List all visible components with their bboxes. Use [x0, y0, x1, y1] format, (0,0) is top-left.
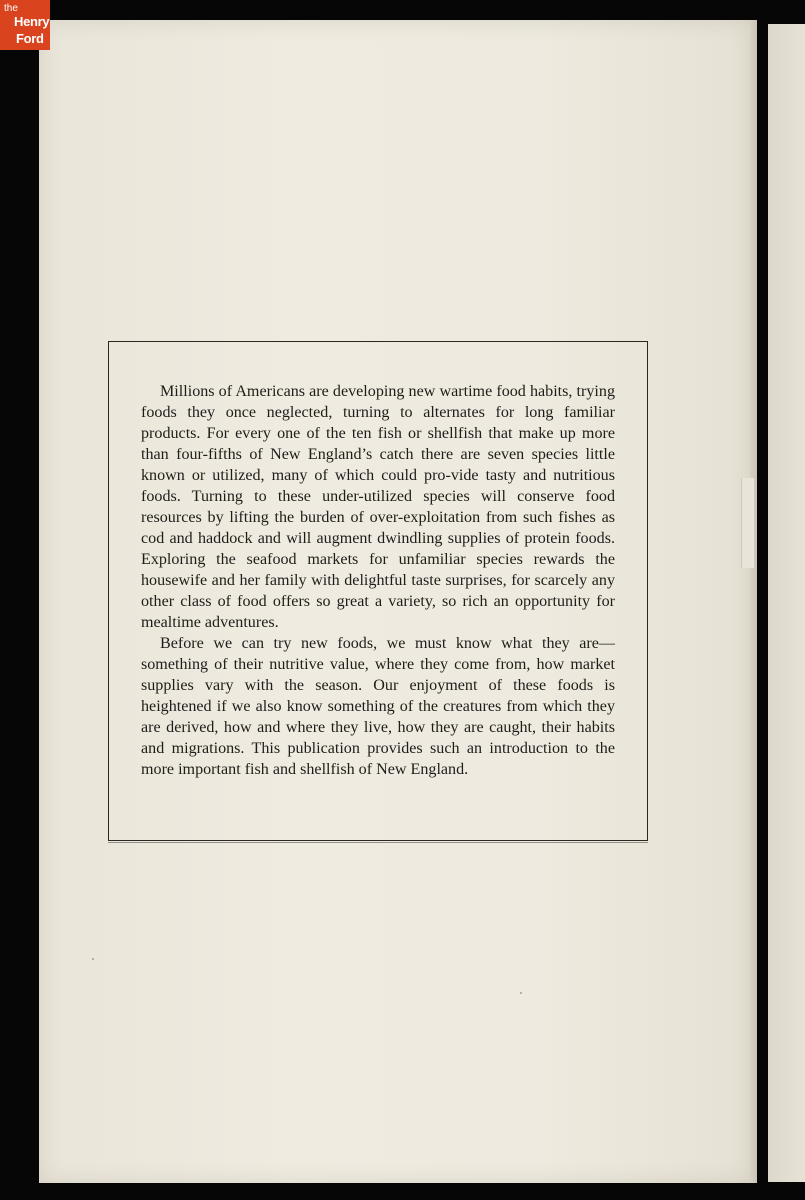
adjacent-page-edge	[768, 24, 805, 1182]
paper-speck	[520, 992, 522, 994]
page-tab	[741, 478, 754, 568]
body-text	[141, 381, 615, 780]
paragraph-2: Before we can try new foods, we must know what they are—something of their nutritive value, where they come from, how market supplies vary with the season. Our enjoyment of these foods is heightened if we also know something of the creatures from which they are derived, how and where they live, how they are caught, their habits and migrations. This publication provides such an introduction to the more important fish and shellfish of New England.	[141, 635, 615, 778]
paragraph-1: Millions of Americans are developing new wartime food habits, trying foods they once neglected, turning to alternates for long familiar products. For every one of the ten fish or shellfish that make up more than four-fifths of New England’s catch there are seven species little known or utilized, many of which could pro-vide tasty and nutritious foods. Turning to these under-utilized species will conserve food resources by lifting the burden of over-exploitation from such fishes as cod and haddock and will augment dwindling supplies of protein foods. Exploring the seafood markets for unfamiliar species rewards the housewife and her family with delightful taste surprises, for scarcely any other class of food offers so great a variety, so rich an opportunity for mealtime adventures.	[141, 383, 615, 631]
logo-text-henry: Henry	[14, 14, 50, 29]
bleed-through-text	[39, 100, 751, 111]
page-right-edge	[750, 20, 757, 1183]
logo-text-the: the	[4, 3, 18, 14]
henry-ford-logo	[0, 0, 50, 50]
logo-text-ford: Ford	[16, 31, 44, 46]
paper-speck	[92, 958, 94, 960]
